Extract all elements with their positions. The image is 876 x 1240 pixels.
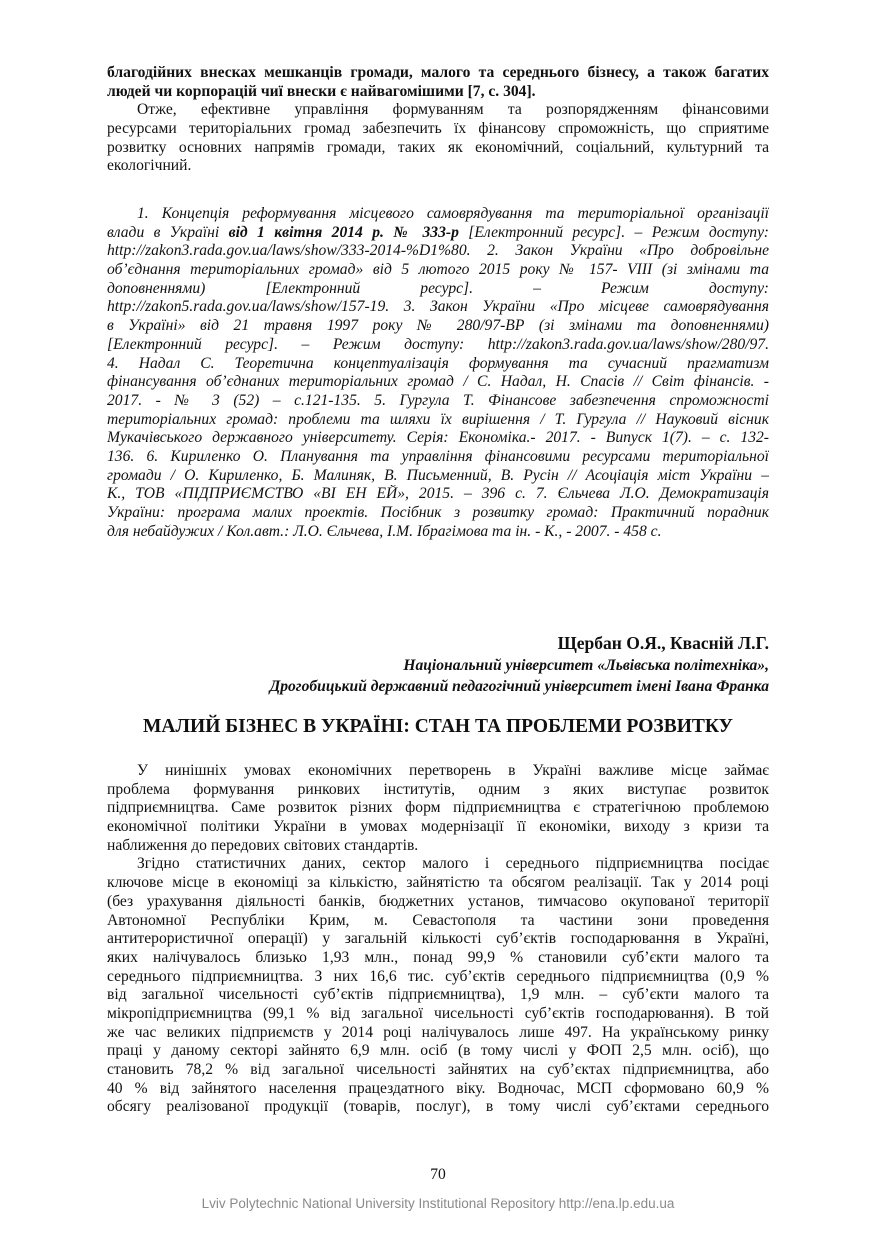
text-line: ресурсами територіальних громад забезпечить їх фінансову спроможність, що сприятиме (107, 120, 769, 138)
text-line: розвитку основних напрямів громади, таких як економічний, соціальний, культурний та (107, 138, 769, 156)
text-line: проблема формування ринкових інститутів, одним з яких виступає розвиток (107, 780, 769, 798)
text-line: У нинішніх умовах економічних перетворень в Україні важливе місце займає (137, 762, 769, 779)
text-line: благодійних внесках мешканців громади, малого та середнього бізнесу, а також багатих (107, 64, 769, 81)
text-line: же час великих підприємств у 2014 році налічувалось лише 497. На українському ринку (107, 1023, 769, 1041)
text-line: [Електронний ресурс]. – Режим доступу: http://zakon3.rada.gov.ua/laws/show/280/97. (107, 335, 769, 353)
text-line: праці у даному секторі зайнято 6,9 млн. осіб (в тому числі у ФОП 2,5 млн. осіб), що (107, 1042, 769, 1060)
text-line: 1. Концепція реформування місцевого самоврядування та територіальної організації (137, 205, 769, 222)
text-line: об’єднання територіальних громад» від 5 лютого 2015 року № 157- VIII (зі змінами та (107, 261, 769, 279)
text-line: громади / О. Кириленко, Б. Малиняк, В. Письменний, В. Русін // Асоціація міст України – (107, 466, 769, 484)
text-line: 40 % від зайнятого населення працездатного віку. Водночас, МСП сформовано 60,9 % (107, 1079, 769, 1097)
text-line: людей чи корпорацій чиї внески є найвагомішими [7, с. 304]. (107, 82, 536, 100)
text-line: доповненнями) [Електронний ресурс]. – Режим доступу: (107, 279, 769, 297)
text-line: К., ТОВ «ПІДПРИЄМСТВО «ВІ ЕН ЕЙ», 2015. – 396 с. 7. Єльчева Л.О. Демократизація (107, 485, 769, 503)
text-line: яких налічувалось близько 1,93 млн., понад 99,9 % становили суб’єкти малого та (107, 948, 769, 966)
text-line: наближення до передових світових стандартів. (107, 836, 419, 854)
text-line: мікропідприємництва (99,1 % від загальної чисельності суб’єктів господарювання). В той (107, 1004, 769, 1022)
text-line: підприємництва. Саме розвиток різних форм підприємництва є стратегічною проблемою (107, 799, 769, 817)
article-body (107, 762, 769, 1117)
text-line: економічної політики України в умовах модернізації її економіки, виходу з кризи та (107, 818, 769, 836)
author-block (270, 633, 769, 698)
affiliation-1: Національний університет «Львівська політехніка», (403, 656, 769, 674)
body-paragraph (107, 762, 769, 855)
text-line: антитерористичної операції) у загальній кількості суб’єктів господарювання в Україні, (107, 930, 769, 948)
repository-footer: Lviv Polytechnic National University Institutional Repository http://ena.lp.edu.ua (201, 1196, 675, 1211)
text-line: від загальної чисельності суб’єктів підприємництва), 1,9 млн. – суб’єкти малого та (107, 986, 769, 1004)
text-line: влади в Україні від 1 квітня 2014 р. № 333-р [Електронний ресурс]. – Режим доступу: (107, 223, 769, 241)
references-list (107, 205, 769, 541)
text-line: http://zakon3.rada.gov.ua/laws/show/333-2014-%D1%80. 2. Закон України «Про добровільне (107, 242, 769, 260)
text-line: становить 78,2 % від загальної чисельності зайнятих на суб’єктах підприємництва, або (107, 1061, 769, 1078)
text-line: України: програма малих проектів. Посібник з розвитку громад: Практичний порадник (107, 504, 769, 521)
article-title: МАЛИЙ БІЗНЕС В УКРАЇНІ: СТАН ТА ПРОБЛЕМИ РОЗВИТКУ (143, 716, 733, 737)
text-line: обсягу реалізованої продукції (товарів, послуг), в тому числі суб’єктами середнього (107, 1098, 769, 1116)
text-line: екологічний. (107, 157, 192, 175)
affiliation-2: Дрогобицький державний педагогічний університет імені Івана Франка (269, 678, 769, 695)
page-number: 70 (430, 1166, 446, 1183)
text-line: Отже, ефективне управління формуванням та розпорядженням фінансовими (137, 101, 769, 119)
text-line: Мукачівського державного університету. Серія: Економіка.- 2017. - Випуск 1(7). – с. 132- (107, 429, 769, 447)
text-line: http://zakon5.rada.gov.ua/laws/show/157-19. 3. Закон України «Про місцеве самоврядування (107, 298, 769, 316)
authors-names: Щербан О.Я., Квасній Л.Г. (557, 633, 769, 653)
text-line: 2017. - № 3 (52) – с.121-135. 5. Гургула Т. Фінансове забезпечення спроможності (107, 391, 769, 409)
intro-section (107, 64, 769, 176)
text-line: для небайдужих / Кол.авт.: Л.О. Єльчева, І.М. Ібрагімова та ін. - К., - 2007. - 458 с. (107, 522, 662, 540)
text-line: (без урахування діяльності банків, бюджетних установ, тимчасово окупованої території (107, 892, 769, 910)
text-line: Згідно статистичних даних, сектор малого і середнього підприємництва посідає (137, 855, 769, 873)
text-line: 4. Надал С. Теоретична концептуалізація формування та сучасний прагматизм (107, 354, 769, 372)
text-line: в Україні» від 21 травня 1997 року № 280/97-ВР (зі змінами та доповненнями) (107, 317, 769, 335)
text-line: територіальних громад: проблеми та шляхи їх вирішення / Т. Гургула // Науковий вісник (107, 410, 769, 428)
intro-paragraph (107, 101, 769, 176)
intro-bold-text (107, 64, 769, 101)
body-paragraph (107, 855, 769, 1117)
bold-date-fragment: від 1 квітня 2014 р. № 333-р (228, 223, 459, 241)
text-line: Автономної Республіки Крим, м. Севастополя та частини зони проведення (107, 911, 769, 929)
text-line: ключове місце в економіці за кількістю, зайнятістю та обсягом реалізації. Так у 2014 році (107, 874, 769, 892)
text-line: 136. 6. Кириленко О. Планування та управління фінансовими ресурсами територіальної (107, 447, 769, 465)
text-line: фінансування об’єднаних територіальних громад / С. Надал, Н. Спасів // Світ фінансів. - (107, 373, 769, 391)
text-line: середнього підприємництва. З них 16,6 тис. суб’єктів середнього підприємництва (0,9 % (107, 967, 769, 985)
